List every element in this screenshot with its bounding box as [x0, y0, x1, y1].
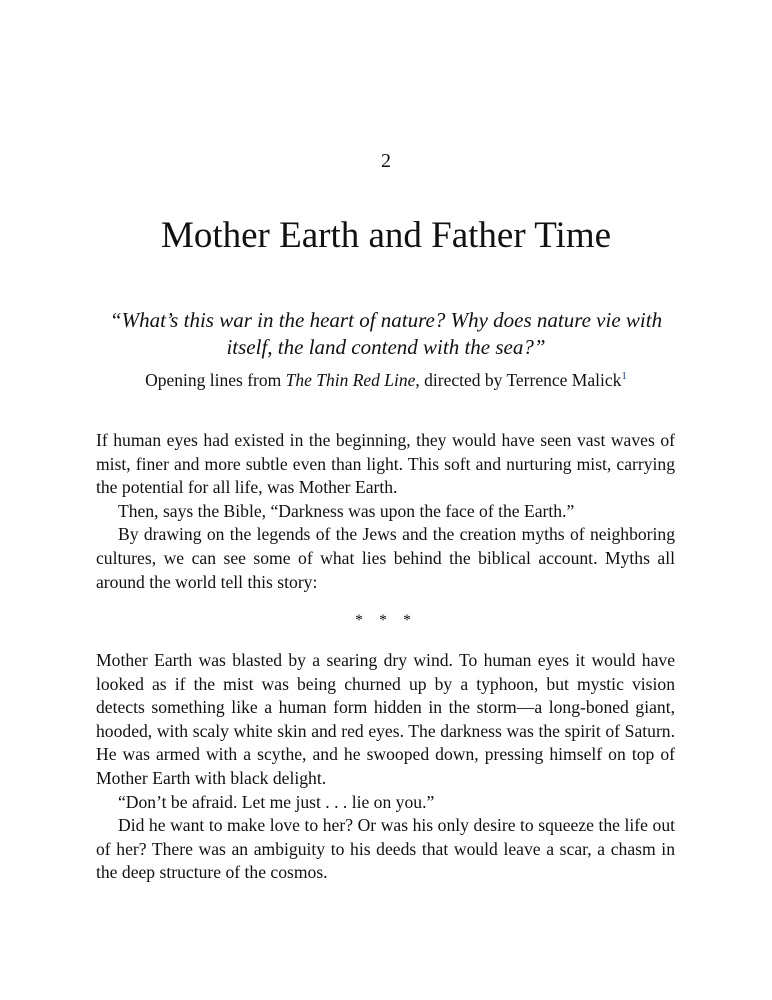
- epigraph-source-prefix: Opening lines from: [145, 370, 286, 390]
- paragraph: Mother Earth was blasted by a searing dry wind. To human eyes it would have looked as if the mist was being churned up by a typhoon, but mystic vision detects something like a human form hidden in the storm—a long-boned giant, hooded, with scaly white skin and red eyes. The darkness was the spirit of Saturn. He was armed with a scythe, and he swooped down, pressing himself on top of Mother Earth with black delight.: [96, 650, 675, 788]
- chapter-title: Mother Earth and Father Time: [160, 215, 612, 256]
- chapter-number: 2: [381, 150, 391, 172]
- scene-break: * * *: [355, 612, 417, 629]
- epigraph-source-title: The Thin Red Line: [285, 370, 416, 390]
- epigraph-source: [96, 368, 676, 392]
- footnote-reference[interactable]: 1: [621, 370, 627, 383]
- paragraph: If human eyes had existed in the beginning, they would have seen vast waves of mist, finer and more subtle even than light. This soft and nurturing mist, carrying the potential for all life, was Mother Earth.: [96, 430, 675, 498]
- paragraph: Did he want to make love to her? Or was his only desire to squeeze the life out of her? There was an ambiguity to his deeds that would leave a scar, a chasm in the deep structure of the cosmos.: [96, 815, 675, 883]
- text-section-1: [96, 429, 675, 594]
- paragraph: By drawing on the legends of the Jews and the creation myths of neighboring cultures, we can see some of what lies behind the biblical account. Myths all around the world tell this story:: [96, 524, 675, 592]
- epigraph-quote: “What’s this war in the heart of nature? Why does nature vie with itself, the land contend with the sea?”: [109, 308, 663, 359]
- paragraph: “Don’t be afraid. Let me just . . . lie on you.”: [118, 791, 435, 812]
- epigraph-source-suffix: , directed by Terrence Malick: [415, 370, 622, 390]
- text-section-2: [96, 649, 675, 885]
- paragraph: Then, says the Bible, “Darkness was upon the face of the Earth.”: [118, 500, 575, 521]
